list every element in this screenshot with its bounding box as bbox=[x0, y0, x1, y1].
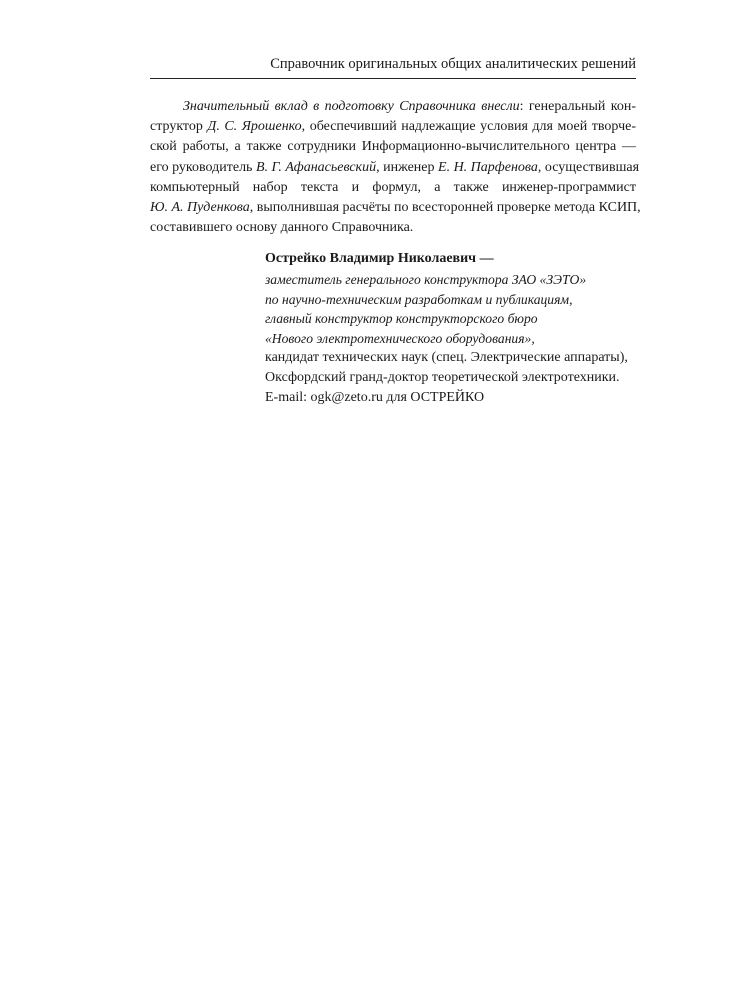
header-rule bbox=[150, 78, 636, 79]
author-role-line: главный конструктор конструкторского бюро bbox=[265, 311, 538, 327]
person-name: Е. Н. Парфенова bbox=[438, 159, 538, 175]
author-signature bbox=[265, 249, 645, 408]
author-role-line: «Нового электротехнического оборудования», bbox=[265, 330, 535, 346]
author-title: Оксфордский гранд-доктор теоретической электротехники. bbox=[265, 370, 620, 386]
text-run: : генеральный кон- bbox=[519, 99, 636, 114]
text-run: компьютерный набор текста и формул, а также инженер-программист bbox=[150, 179, 636, 195]
text-run: , инженер bbox=[376, 159, 439, 175]
person-name: Д. С. Ярошенко bbox=[207, 119, 302, 135]
author-role-line: по научно-техническим разработкам и публикациям, bbox=[265, 291, 573, 307]
author-degree: кандидат технических наук (спец. Электрические аппараты), bbox=[265, 350, 628, 366]
text-run: ской работы, а также сотрудники Информационно-вычислительного центра — bbox=[150, 139, 636, 155]
text-run: , осуществившая bbox=[537, 159, 640, 175]
text-run: , выполнившая расчёты по всесторонней проверке метода КСИП, bbox=[249, 199, 641, 215]
text-run: его руководитель bbox=[150, 159, 256, 175]
paragraph-line bbox=[150, 97, 636, 117]
text-run: составившего основу данного Справочника. bbox=[150, 220, 414, 236]
paragraph-line bbox=[150, 137, 636, 157]
author-name: Острейко Владимир Николаевич — bbox=[265, 251, 494, 266]
acknowledgement-paragraph bbox=[150, 97, 641, 238]
author-role-line: заместитель генерального конструктора ЗАО «ЗЭТО» bbox=[265, 272, 587, 287]
text-run: , обеспечивший надлежащие условия для моей творче- bbox=[301, 119, 636, 135]
paragraph-line bbox=[150, 117, 636, 137]
paragraph-line bbox=[150, 158, 640, 178]
author-email[interactable]: E-mail: ogk@zeto.ru для ОСТРЕЙКО bbox=[265, 390, 485, 406]
paragraph-line bbox=[150, 178, 636, 198]
text-run: структор bbox=[150, 119, 208, 135]
paragraph-line bbox=[150, 198, 641, 218]
running-header: Справочник оригинальных общих аналитических решений bbox=[270, 56, 636, 72]
person-name: В. Г. Афанасьевский bbox=[255, 159, 377, 175]
italic-phrase: Значительный вклад в подготовку Справочника внесли bbox=[183, 99, 520, 114]
person-name: Ю. А. Пуденкова bbox=[150, 199, 250, 215]
paragraph-line bbox=[150, 218, 636, 238]
